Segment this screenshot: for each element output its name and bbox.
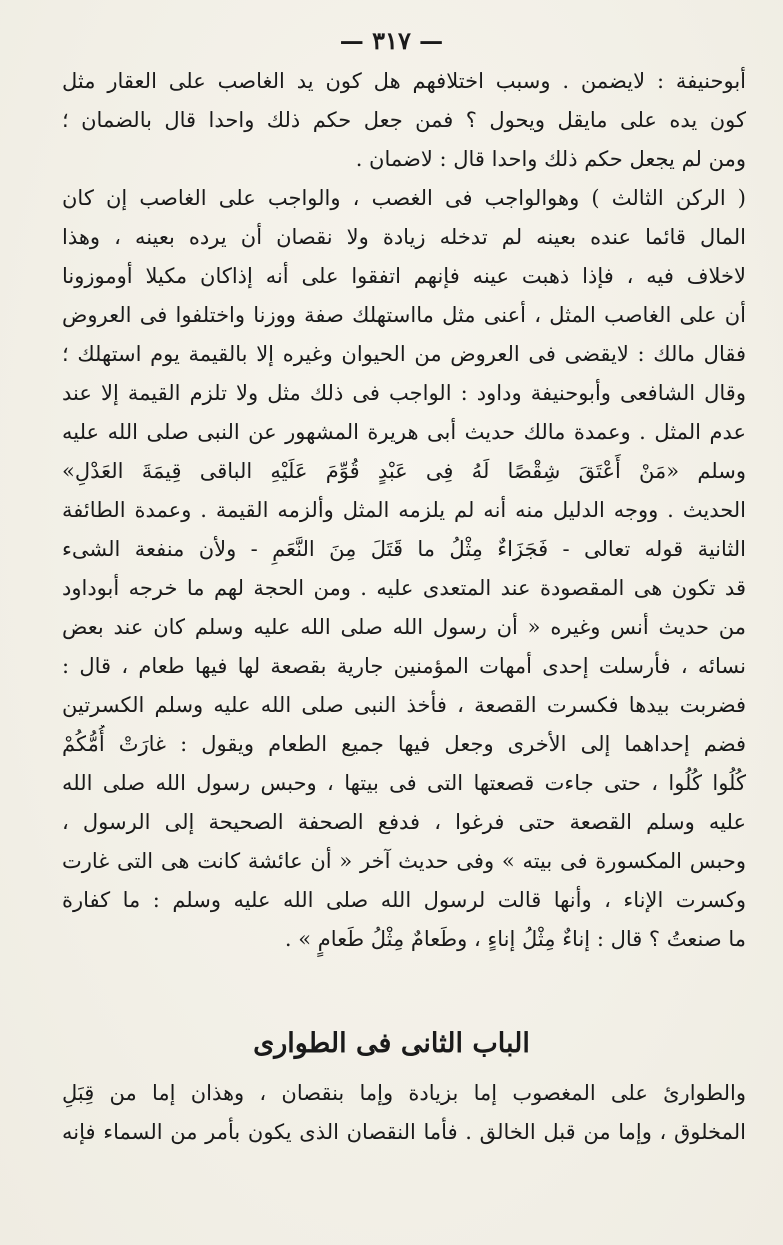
- text-line: الثانية قوله تعالى - فَجَزَاءٌ مِثْلُ ما قَتَلَ مِنَ النَّعَمِ - ولأن منفعة الشىء: [62, 537, 746, 561]
- text-line: وكسرت الإناء ، وأنها قالت لرسول الله صلى الله عليه وسلم : ما كفارة: [62, 888, 746, 912]
- text-line: وقال الشافعى وأبوحنيفة وداود : الواجب فى ذلك مثل ولا تلزم القيمة إلا عند: [62, 381, 746, 405]
- text-line: المال قائما عنده بعينه لم تدخله زيادة ولا نقصان أن يرده بعينه ، وهذا: [62, 225, 746, 249]
- text-line: وسلم «مَنْ أَعْتَقَ شِقْصًا لَهُ فِى عَبْدٍ قُوِّمَ عَلَيْهِ الباقى قِيمَةَ العَدْلِ»: [62, 459, 746, 483]
- text-line: والطوارئ على المغصوب إما بزيادة وإما بنقصان ، وهذان إما من قِبَلِ: [62, 1081, 746, 1105]
- section-text: [62, 1074, 746, 1152]
- text-line: ( الركن الثالث ) وهوالواجب فى الغصب ، والواجب على الغاصب إن كان: [62, 186, 746, 210]
- text-line: عدم المثل . وعمدة مالك حديث أبى هريرة المشهور عن النبى صلى الله عليه: [62, 420, 746, 444]
- section-title: الباب الثانى فى الطوارى: [253, 1028, 530, 1059]
- text-line: من حديث أنس وغيره « أن رسول الله صلى الله عليه وسلم كان عند بعض: [62, 615, 746, 639]
- text-line: كون يده على مايقل ويحول ؟ فمن جعل حكم ذلك واحدا قال بالضمان ؛: [62, 108, 746, 132]
- body-text: [62, 62, 746, 959]
- text-line: فضربت بيدها فكسرت القصعة ، فأخذ النبى صلى الله عليه وسلم الكسرتين: [62, 693, 746, 717]
- text-line: فضم إحداهما إلى الأخرى وجعل فيها جميع الطعام ويقول : غارَتْ أُمُّكُمْ: [62, 732, 746, 756]
- text-line: الحديث . ووجه الدليل منه أنه لم يلزمه المثل وألزمه القيمة . وعمدة الطائفة: [62, 498, 746, 522]
- text-line: فقال مالك : لايقضى فى العروض من الحيوان وغيره إلا بالقيمة يوم استهلك ؛: [62, 342, 746, 366]
- text-line: ومن لم يجعل حكم ذلك واحدا قال : لاضمان .: [355, 147, 746, 171]
- text-line: أبوحنيفة : لايضمن . وسبب اختلافهم هل كون يد الغاصب على العقار مثل: [62, 69, 746, 93]
- text-line: نسائه ، فأرسلت إحدى أمهات المؤمنين جارية بقصعة لها فيها طعام ، قال :: [62, 654, 746, 678]
- text-line: كُلُوا كُلُوا ، حتى جاءت قصعتها التى فى بيتها ، وحبس رسول الله صلى الله: [62, 771, 746, 795]
- text-line: قد تكون هى المقصودة عند المتعدى عليه . ومن الحجة لهم ما خرجه أبوداود: [62, 576, 746, 600]
- text-line: المخلوق ، وإما من قبل الخالق . فأما النقصان الذى يكون بأمر من السماء فإنه: [62, 1120, 746, 1144]
- text-line: ما صنعتُ ؟ قال : إناءٌ مِثْلُ إناءٍ ، وطَعامٌ مِثْلُ طَعامٍ » .: [284, 927, 746, 951]
- text-line: أن على الغاصب المثل ، أعنى مثل مااستهلك صفة ووزنا واختلفوا فى العروض: [62, 303, 746, 327]
- page-number: — ٣١٧ —: [339, 26, 444, 55]
- text-line: لاخلاف فيه ، فإذا ذهبت عينه فإنهم اتفقوا على أنه إذاكان مكيلا أوموزونا: [62, 264, 746, 288]
- text-line: عليه وسلم القصعة حتى فرغوا ، فدفع الصحفة الصحيحة إلى الرسول ،: [62, 810, 746, 834]
- text-line: وحبس المكسورة فى بيته » وفى حديث آخر « أن عائشة كانت هى التى غارت: [62, 849, 746, 873]
